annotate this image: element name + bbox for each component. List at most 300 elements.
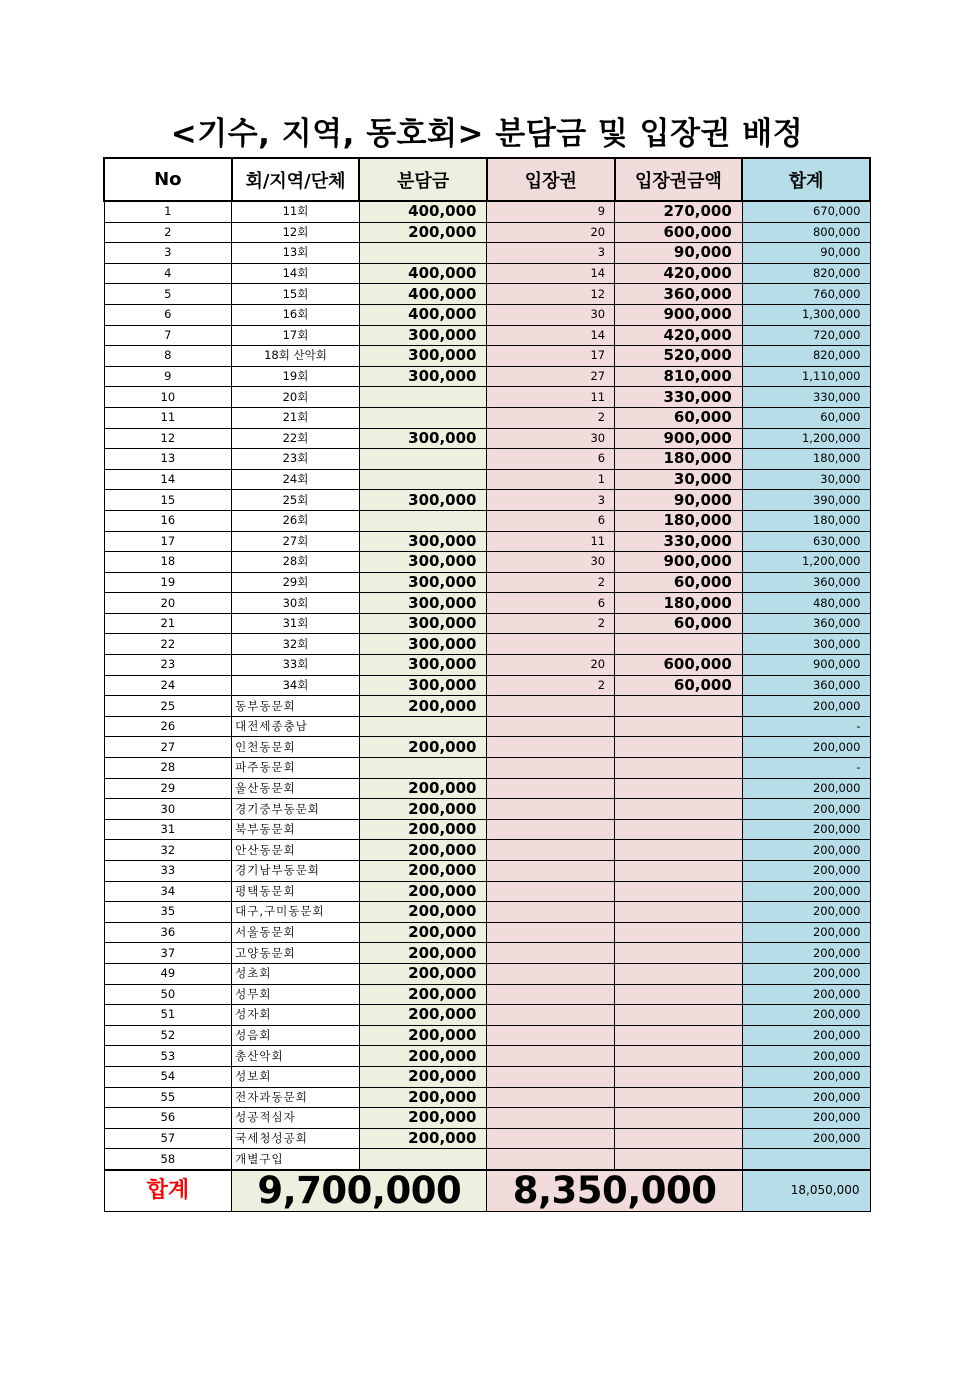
row-ticket-amount: 180,000 (615, 593, 743, 614)
row-club: 성보회 (232, 1066, 360, 1087)
row-no: 13 (104, 449, 232, 470)
row-no: 30 (104, 799, 232, 820)
row-tickets (487, 778, 615, 799)
row-club: 32회 (232, 634, 360, 655)
row-share: 200,000 (359, 819, 487, 840)
summary-share-total: 9,700,000 (232, 1170, 487, 1212)
row-ticket-amount: 600,000 (615, 655, 743, 676)
row-share: 200,000 (359, 696, 487, 717)
row-ticket-amount (615, 922, 743, 943)
table-row (104, 222, 870, 243)
row-club: 성음회 (232, 1025, 360, 1046)
row-club: 울산동문회 (232, 778, 360, 799)
row-share: 200,000 (359, 778, 487, 799)
row-tickets: 1 (487, 469, 615, 490)
row-share: 200,000 (359, 943, 487, 964)
row-no: 10 (104, 387, 232, 408)
row-no: 23 (104, 655, 232, 676)
row-share (359, 758, 487, 779)
row-no: 4 (104, 263, 232, 284)
row-no: 35 (104, 902, 232, 923)
row-total: 360,000 (742, 675, 870, 696)
row-tickets: 14 (487, 263, 615, 284)
row-share: 200,000 (359, 984, 487, 1005)
row-total: 90,000 (742, 243, 870, 264)
table-row (104, 984, 870, 1005)
row-no: 56 (104, 1108, 232, 1129)
row-total: 200,000 (742, 1128, 870, 1149)
row-tickets (487, 1046, 615, 1067)
table-row (104, 407, 870, 428)
row-total: 760,000 (742, 284, 870, 305)
header-total: 합계 (742, 158, 870, 201)
row-club: 17회 (232, 325, 360, 346)
row-no: 49 (104, 963, 232, 984)
row-club: 총산악회 (232, 1046, 360, 1067)
summary-grand-total: 18,050,000 (742, 1170, 870, 1212)
row-share: 200,000 (359, 881, 487, 902)
row-share: 200,000 (359, 1025, 487, 1046)
row-no: 12 (104, 428, 232, 449)
row-club: 북부동문회 (232, 819, 360, 840)
row-ticket-amount (615, 737, 743, 758)
row-ticket-amount (615, 1005, 743, 1026)
row-tickets (487, 840, 615, 861)
row-total: 820,000 (742, 263, 870, 284)
row-no: 11 (104, 407, 232, 428)
row-share: 200,000 (359, 799, 487, 820)
row-no: 55 (104, 1087, 232, 1108)
row-ticket-amount: 60,000 (615, 613, 743, 634)
row-no: 8 (104, 346, 232, 367)
row-total: 360,000 (742, 613, 870, 634)
table-row (104, 758, 870, 779)
row-no: 6 (104, 304, 232, 325)
row-club: 15회 (232, 284, 360, 305)
row-ticket-amount (615, 881, 743, 902)
row-club: 31회 (232, 613, 360, 634)
row-no: 21 (104, 613, 232, 634)
row-total (742, 1149, 870, 1170)
table-row (104, 1087, 870, 1108)
row-club: 33회 (232, 655, 360, 676)
row-total: 200,000 (742, 902, 870, 923)
row-no: 34 (104, 881, 232, 902)
row-total: 200,000 (742, 778, 870, 799)
row-ticket-amount (615, 1108, 743, 1129)
row-tickets (487, 1128, 615, 1149)
row-share: 300,000 (359, 593, 487, 614)
row-tickets (487, 922, 615, 943)
row-total: 670,000 (742, 201, 870, 222)
row-tickets (487, 881, 615, 902)
row-no: 2 (104, 222, 232, 243)
row-club: 동부동문회 (232, 696, 360, 717)
row-ticket-amount: 90,000 (615, 243, 743, 264)
row-total: 200,000 (742, 799, 870, 820)
table-row (104, 572, 870, 593)
row-tickets: 27 (487, 366, 615, 387)
row-club: 30회 (232, 593, 360, 614)
row-total: 200,000 (742, 1108, 870, 1129)
row-club: 16회 (232, 304, 360, 325)
row-share: 200,000 (359, 737, 487, 758)
row-total: 180,000 (742, 510, 870, 531)
table-body (104, 201, 870, 1170)
row-club: 개별구입 (232, 1149, 360, 1170)
row-club: 11회 (232, 201, 360, 222)
row-ticket-amount: 30,000 (615, 469, 743, 490)
row-tickets (487, 984, 615, 1005)
row-no: 15 (104, 490, 232, 511)
row-tickets (487, 1066, 615, 1087)
row-share: 300,000 (359, 346, 487, 367)
row-tickets (487, 861, 615, 882)
row-tickets: 6 (487, 449, 615, 470)
row-tickets (487, 716, 615, 737)
row-no: 5 (104, 284, 232, 305)
row-no: 54 (104, 1066, 232, 1087)
row-total: 200,000 (742, 696, 870, 717)
row-tickets: 3 (487, 243, 615, 264)
row-club: 12회 (232, 222, 360, 243)
row-ticket-amount: 60,000 (615, 407, 743, 428)
row-tickets (487, 1108, 615, 1129)
table-row (104, 469, 870, 490)
row-total: 200,000 (742, 1066, 870, 1087)
table-row (104, 902, 870, 923)
table-row (104, 1149, 870, 1170)
row-tickets: 30 (487, 428, 615, 449)
row-share: 200,000 (359, 1087, 487, 1108)
row-no: 3 (104, 243, 232, 264)
row-club: 안산동문회 (232, 840, 360, 861)
row-share: 300,000 (359, 634, 487, 655)
row-no: 29 (104, 778, 232, 799)
row-total: 800,000 (742, 222, 870, 243)
row-ticket-amount (615, 799, 743, 820)
row-no: 28 (104, 758, 232, 779)
table-row (104, 593, 870, 614)
row-ticket-amount (615, 716, 743, 737)
table-row (104, 510, 870, 531)
row-club: 전자과동문회 (232, 1087, 360, 1108)
table-row (104, 778, 870, 799)
row-tickets (487, 737, 615, 758)
row-tickets (487, 1005, 615, 1026)
row-total: 480,000 (742, 593, 870, 614)
table-row (104, 1066, 870, 1087)
row-no: 33 (104, 861, 232, 882)
row-tickets: 6 (487, 593, 615, 614)
table-row (104, 1005, 870, 1026)
row-no: 26 (104, 716, 232, 737)
row-share: 200,000 (359, 902, 487, 923)
row-tickets: 2 (487, 407, 615, 428)
row-ticket-amount (615, 778, 743, 799)
table-row (104, 963, 870, 984)
row-ticket-amount (615, 819, 743, 840)
row-ticket-amount (615, 696, 743, 717)
row-total: 1,200,000 (742, 552, 870, 573)
row-total: 300,000 (742, 634, 870, 655)
summary-row (104, 1170, 870, 1212)
row-ticket-amount: 60,000 (615, 572, 743, 593)
row-share: 400,000 (359, 263, 487, 284)
row-club: 28회 (232, 552, 360, 573)
row-share (359, 387, 487, 408)
row-ticket-amount (615, 634, 743, 655)
row-no: 19 (104, 572, 232, 593)
row-total: 200,000 (742, 984, 870, 1005)
row-no: 14 (104, 469, 232, 490)
table-row (104, 1128, 870, 1149)
summary-ticket-amount-total: 8,350,000 (487, 1170, 742, 1212)
header-no: No (104, 158, 232, 201)
row-share: 300,000 (359, 572, 487, 593)
row-club: 평택동문회 (232, 881, 360, 902)
row-ticket-amount (615, 943, 743, 964)
row-club: 26회 (232, 510, 360, 531)
row-club: 성공적심자 (232, 1108, 360, 1129)
row-club: 경기남부동문회 (232, 861, 360, 882)
row-ticket-amount: 360,000 (615, 284, 743, 305)
row-tickets: 2 (487, 572, 615, 593)
row-ticket-amount (615, 1025, 743, 1046)
row-club: 국세청성공회 (232, 1128, 360, 1149)
table-row (104, 490, 870, 511)
row-tickets: 14 (487, 325, 615, 346)
row-no: 20 (104, 593, 232, 614)
row-share (359, 510, 487, 531)
row-total: 200,000 (742, 861, 870, 882)
row-total: 200,000 (742, 943, 870, 964)
row-share: 200,000 (359, 1128, 487, 1149)
row-total: 820,000 (742, 346, 870, 367)
row-tickets (487, 963, 615, 984)
table-row (104, 737, 870, 758)
table-row (104, 366, 870, 387)
row-share (359, 243, 487, 264)
row-no: 31 (104, 819, 232, 840)
row-share: 200,000 (359, 1066, 487, 1087)
row-total: 180,000 (742, 449, 870, 470)
row-no: 7 (104, 325, 232, 346)
table-row (104, 675, 870, 696)
row-share: 200,000 (359, 222, 487, 243)
row-share: 300,000 (359, 325, 487, 346)
row-no: 18 (104, 552, 232, 573)
row-club: 24회 (232, 469, 360, 490)
row-total: 200,000 (742, 1046, 870, 1067)
row-ticket-amount: 900,000 (615, 428, 743, 449)
row-tickets: 11 (487, 387, 615, 408)
row-club: 21회 (232, 407, 360, 428)
row-tickets: 20 (487, 655, 615, 676)
row-tickets (487, 758, 615, 779)
row-share (359, 407, 487, 428)
table-row (104, 449, 870, 470)
header-club: 회/지역/단체 (232, 158, 360, 201)
row-ticket-amount (615, 902, 743, 923)
row-tickets: 30 (487, 304, 615, 325)
header-tickets: 입장권 (487, 158, 615, 201)
row-share: 300,000 (359, 655, 487, 676)
row-club: 대구,구미동문회 (232, 902, 360, 923)
row-tickets (487, 799, 615, 820)
table-row (104, 428, 870, 449)
table-row (104, 881, 870, 902)
row-total: 330,000 (742, 387, 870, 408)
row-club: 대전세종충남 (232, 716, 360, 737)
row-ticket-amount: 420,000 (615, 263, 743, 284)
table-row (104, 716, 870, 737)
table-row (104, 243, 870, 264)
row-share (359, 449, 487, 470)
row-tickets (487, 943, 615, 964)
row-total: 390,000 (742, 490, 870, 511)
row-club: 25회 (232, 490, 360, 511)
header-share: 분담금 (359, 158, 487, 201)
table-row (104, 531, 870, 552)
row-club: 27회 (232, 531, 360, 552)
row-no: 1 (104, 201, 232, 222)
row-share: 200,000 (359, 861, 487, 882)
row-club: 인천동문회 (232, 737, 360, 758)
row-tickets (487, 902, 615, 923)
row-tickets: 30 (487, 552, 615, 573)
table-row (104, 304, 870, 325)
row-tickets: 20 (487, 222, 615, 243)
row-total: 200,000 (742, 1025, 870, 1046)
table-row (104, 819, 870, 840)
row-club: 34회 (232, 675, 360, 696)
row-no: 36 (104, 922, 232, 943)
row-share: 200,000 (359, 1108, 487, 1129)
row-ticket-amount (615, 1149, 743, 1170)
row-ticket-amount (615, 1087, 743, 1108)
table-row (104, 634, 870, 655)
row-club: 경기중부동문회 (232, 799, 360, 820)
row-no: 16 (104, 510, 232, 531)
row-share: 200,000 (359, 963, 487, 984)
row-no: 53 (104, 1046, 232, 1067)
table-row (104, 799, 870, 820)
table-row (104, 922, 870, 943)
row-club: 13회 (232, 243, 360, 264)
row-club: 성무회 (232, 984, 360, 1005)
row-no: 51 (104, 1005, 232, 1026)
row-total: 200,000 (742, 737, 870, 758)
row-tickets: 11 (487, 531, 615, 552)
header-ticket-amount: 입장권금액 (615, 158, 743, 201)
row-share: 300,000 (359, 675, 487, 696)
row-share: 300,000 (359, 552, 487, 573)
row-share: 200,000 (359, 1046, 487, 1067)
row-club: 22회 (232, 428, 360, 449)
row-share: 400,000 (359, 201, 487, 222)
row-ticket-amount (615, 861, 743, 882)
row-ticket-amount: 810,000 (615, 366, 743, 387)
row-ticket-amount (615, 984, 743, 1005)
row-club: 23회 (232, 449, 360, 470)
row-total: 200,000 (742, 819, 870, 840)
row-share: 300,000 (359, 531, 487, 552)
row-ticket-amount (615, 840, 743, 861)
row-total: 1,110,000 (742, 366, 870, 387)
row-total: 30,000 (742, 469, 870, 490)
row-tickets: 2 (487, 675, 615, 696)
summary-label: 합계 (104, 1170, 232, 1212)
row-ticket-amount: 330,000 (615, 531, 743, 552)
row-ticket-amount: 600,000 (615, 222, 743, 243)
row-no: 25 (104, 696, 232, 717)
row-ticket-amount: 900,000 (615, 304, 743, 325)
row-total: 200,000 (742, 1005, 870, 1026)
row-total: 900,000 (742, 655, 870, 676)
row-tickets (487, 1025, 615, 1046)
table-row (104, 613, 870, 634)
row-tickets: 12 (487, 284, 615, 305)
row-no: 24 (104, 675, 232, 696)
row-no: 17 (104, 531, 232, 552)
row-club: 파주동문회 (232, 758, 360, 779)
row-ticket-amount (615, 758, 743, 779)
row-ticket-amount: 180,000 (615, 510, 743, 531)
row-total: 200,000 (742, 922, 870, 943)
row-tickets (487, 819, 615, 840)
row-total: 200,000 (742, 1087, 870, 1108)
row-club: 성자회 (232, 1005, 360, 1026)
table-row (104, 1025, 870, 1046)
table-row (104, 696, 870, 717)
row-total: 200,000 (742, 840, 870, 861)
row-total: 360,000 (742, 572, 870, 593)
row-total: - (742, 716, 870, 737)
row-share: 300,000 (359, 490, 487, 511)
row-share: 400,000 (359, 304, 487, 325)
row-no: 32 (104, 840, 232, 861)
header-row (104, 158, 870, 201)
row-ticket-amount: 420,000 (615, 325, 743, 346)
row-ticket-amount (615, 963, 743, 984)
page-title: <기수, 지역, 동호회> 분담금 및 입장권 배정 (170, 116, 804, 152)
row-no: 22 (104, 634, 232, 655)
row-no: 37 (104, 943, 232, 964)
row-club: 29회 (232, 572, 360, 593)
row-club: 성초회 (232, 963, 360, 984)
row-ticket-amount: 60,000 (615, 675, 743, 696)
row-no: 50 (104, 984, 232, 1005)
row-share: 300,000 (359, 428, 487, 449)
row-total: 1,200,000 (742, 428, 870, 449)
row-tickets: 6 (487, 510, 615, 531)
table-row (104, 346, 870, 367)
row-no: 9 (104, 366, 232, 387)
row-ticket-amount (615, 1046, 743, 1067)
row-club: 서울동문회 (232, 922, 360, 943)
row-ticket-amount: 90,000 (615, 490, 743, 511)
row-share (359, 716, 487, 737)
row-tickets: 3 (487, 490, 615, 511)
row-share: 200,000 (359, 922, 487, 943)
table-row (104, 201, 870, 222)
row-share (359, 469, 487, 490)
allocation-table (103, 157, 871, 1212)
row-share: 300,000 (359, 613, 487, 634)
table-row (104, 387, 870, 408)
row-total: 200,000 (742, 881, 870, 902)
